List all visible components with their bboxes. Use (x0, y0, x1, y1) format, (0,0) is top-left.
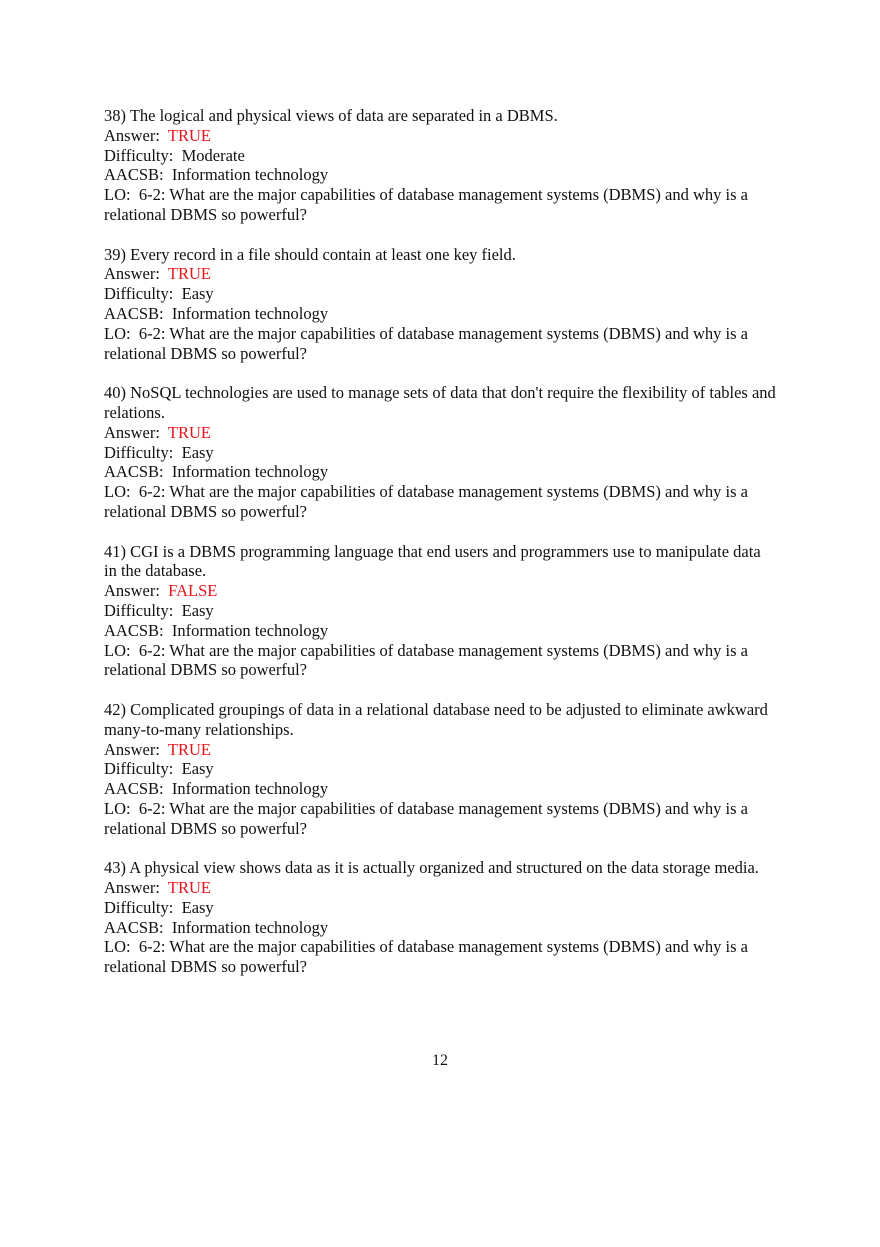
lo-value: 6-2: What are the major capabilities of database management systems (DBMS) and why is a relational DBMS so powerful? (104, 640, 748, 680)
difficulty-label: Difficulty: (104, 600, 174, 620)
answer-value: TRUE (167, 264, 211, 284)
question-block (104, 106, 776, 225)
aacsb-value: Information technology (171, 917, 329, 937)
difficulty-label: Difficulty: (104, 442, 174, 462)
aacsb-label: AACSB: (104, 620, 164, 640)
difficulty-value: Easy (181, 600, 214, 620)
answer-line (104, 264, 776, 284)
page-number: 12 (432, 1052, 448, 1069)
answer-label: Answer: (104, 264, 160, 284)
aacsb-label: AACSB: (104, 779, 164, 799)
aacsb-label: AACSB: (104, 917, 164, 937)
answer-value: TRUE (167, 878, 211, 898)
difficulty-line (104, 284, 776, 304)
aacsb-value: Information technology (171, 620, 329, 640)
answer-value: TRUE (167, 125, 211, 145)
question-text: 38) The logical and physical views of data are separated in a DBMS. (104, 106, 558, 125)
difficulty-value: Moderate (181, 145, 245, 165)
lo-value: 6-2: What are the major capabilities of database management systems (DBMS) and why is a relational DBMS so powerful? (104, 323, 748, 363)
answer-line (104, 740, 776, 760)
lo-line (104, 324, 776, 364)
aacsb-value: Information technology (171, 165, 329, 185)
lo-label: LO: (104, 937, 131, 957)
question-block (104, 700, 776, 839)
answer-label: Answer: (104, 422, 160, 442)
question-block (104, 383, 776, 522)
lo-line (104, 937, 776, 977)
answer-value: FALSE (168, 581, 218, 601)
aacsb-value: Information technology (171, 303, 329, 323)
lo-value: 6-2: What are the major capabilities of database management systems (DBMS) and why is a relational DBMS so powerful? (104, 482, 748, 521)
difficulty-label: Difficulty: (104, 759, 174, 779)
aacsb-line (104, 779, 776, 799)
answer-value: TRUE (167, 739, 211, 759)
lo-label: LO: (104, 798, 131, 818)
lo-label: LO: (104, 185, 131, 205)
difficulty-value: Easy (181, 442, 214, 462)
difficulty-line (104, 443, 776, 463)
question-text: 42) Complicated groupings of data in a relational database need to be adjusted to eliminate awkward many-to-many relationships. (104, 699, 768, 739)
answer-line (104, 126, 776, 146)
question-block (104, 542, 776, 681)
aacsb-line (104, 918, 776, 938)
answer-label: Answer: (104, 125, 160, 145)
question-list (104, 106, 776, 997)
answer-label: Answer: (104, 878, 160, 898)
aacsb-value: Information technology (171, 462, 329, 482)
question-text: 41) CGI is a DBMS programming language that end users and programmers use to manipulate data in the database. (104, 541, 761, 581)
aacsb-line (104, 165, 776, 185)
question-block (104, 245, 776, 364)
lo-label: LO: (104, 482, 131, 502)
aacsb-label: AACSB: (104, 303, 164, 323)
difficulty-line (104, 601, 776, 621)
question-text: 43) A physical view shows data as it is actually organized and structured on the data storage media. (104, 858, 759, 878)
question-text: 40) NoSQL technologies are used to manage sets of data that don't require the flexibility of tables and relations. (104, 383, 776, 422)
difficulty-label: Difficulty: (104, 897, 174, 917)
lo-value: 6-2: What are the major capabilities of database management systems (DBMS) and why is a relational DBMS so powerful? (104, 185, 748, 224)
lo-line (104, 482, 776, 522)
aacsb-line (104, 621, 776, 641)
answer-value: TRUE (167, 422, 211, 442)
lo-line (104, 799, 776, 839)
lo-label: LO: (104, 640, 131, 660)
aacsb-line (104, 304, 776, 324)
question-text: 39) Every record in a file should contain at least one key field. (104, 244, 516, 264)
lo-value: 6-2: What are the major capabilities of database management systems (DBMS) and why is a relational DBMS so powerful? (104, 798, 748, 838)
difficulty-value: Easy (181, 284, 214, 304)
difficulty-line (104, 146, 776, 166)
difficulty-label: Difficulty: (104, 145, 174, 165)
aacsb-label: AACSB: (104, 462, 164, 482)
difficulty-value: Easy (181, 759, 214, 779)
lo-value: 6-2: What are the major capabilities of database management systems (DBMS) and why is a relational DBMS so powerful? (104, 937, 748, 977)
aacsb-label: AACSB: (104, 165, 164, 185)
answer-label: Answer: (104, 739, 160, 759)
answer-line (104, 581, 776, 601)
lo-line (104, 641, 776, 681)
lo-line (104, 185, 776, 225)
difficulty-value: Easy (181, 897, 214, 917)
aacsb-line (104, 462, 776, 482)
question-block (104, 858, 776, 977)
answer-label: Answer: (104, 581, 160, 601)
difficulty-line (104, 759, 776, 779)
answer-line (104, 878, 776, 898)
aacsb-value: Information technology (171, 779, 329, 799)
answer-line (104, 423, 776, 443)
difficulty-label: Difficulty: (104, 284, 174, 304)
difficulty-line (104, 898, 776, 918)
lo-label: LO: (104, 323, 131, 343)
